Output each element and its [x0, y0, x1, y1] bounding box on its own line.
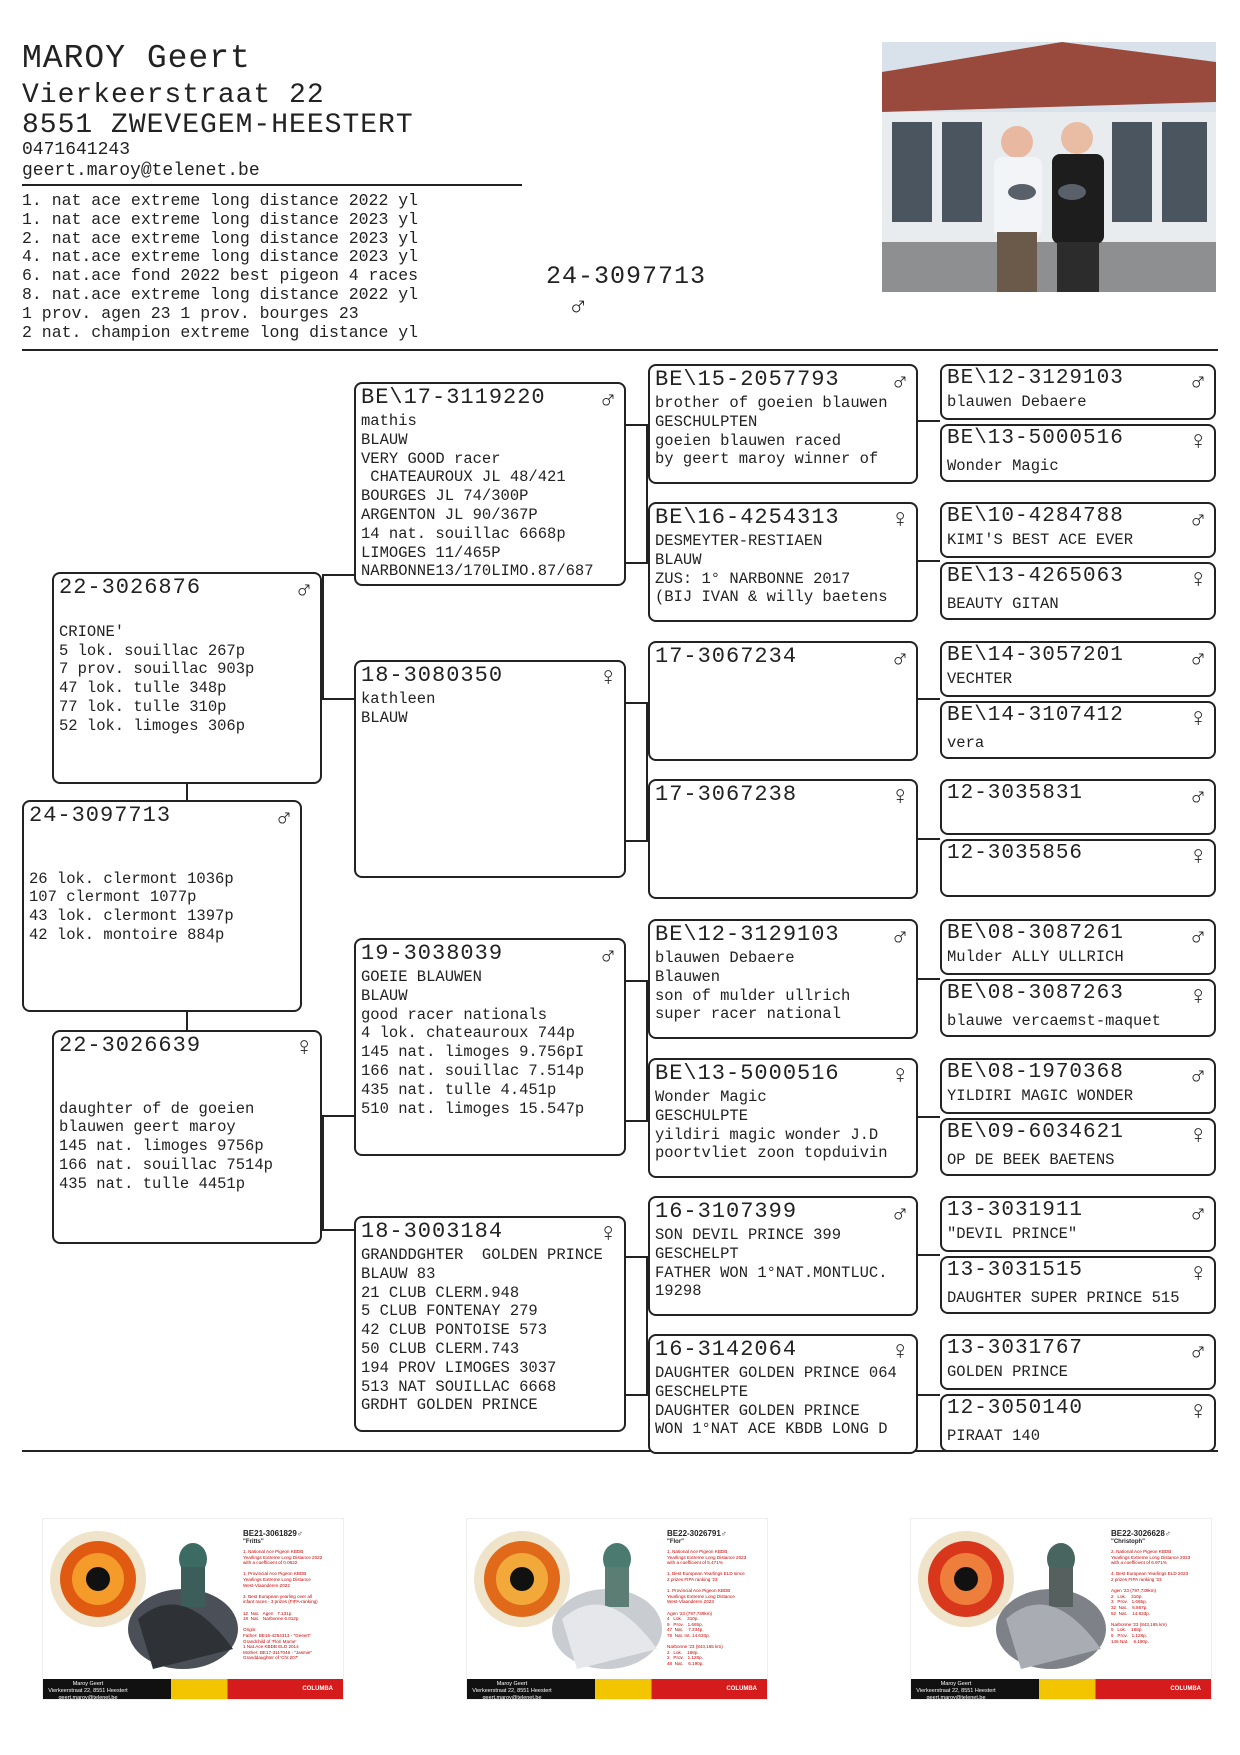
- pigeon-info: BEAUTY GITAN: [947, 595, 1059, 613]
- ring-number: 13-3031911: [947, 1199, 1084, 1222]
- pedigree-box-gggp-14: [940, 1256, 1216, 1314]
- connector: [626, 1120, 648, 1122]
- pedigree-box-gggp-16: [940, 1394, 1216, 1452]
- pigeon-info: Mulder ALLY ULLRICH: [947, 948, 1124, 966]
- sex-icon: ♀: [1190, 1397, 1206, 1427]
- pedigree-box-sire: [52, 572, 322, 784]
- eye-and-pigeon-illustration: [467, 1519, 667, 1679]
- pigeon-info: mathis BLAUW VERY GOOD racer CHATEAUROUX JL 48/421 BOURGES JL 74/300P ARGENTON JL 90/367P 14 nat. souillac 6668p LIMOGES 11/465P NARBONNE13/170LIMO.87/687: [361, 412, 594, 581]
- pigeon-info: CRIONE' 5 lok. souillac 267p 7 prov. souillac 903p 47 lok. tulle 348p 77 lok. tulle 310p 52 lok. limoges 306p: [59, 622, 255, 735]
- header-rule: [22, 184, 522, 186]
- connector: [916, 1254, 940, 1256]
- pedigree-box-gggp-10: [940, 979, 1216, 1037]
- connector: [916, 838, 940, 840]
- ad-card-1: [42, 1518, 344, 1708]
- pigeon-info: blauwen Debaere: [947, 393, 1087, 411]
- achievement-item: 6. nat.ace fond 2022 best pigeon 4 races: [22, 266, 419, 286]
- sex-icon: ♀: [600, 1219, 616, 1249]
- pedigree-box-ggp-8: [648, 1334, 918, 1454]
- pedigree-box-gggp-7: [940, 779, 1216, 835]
- ad-ring-number: BE21-3061829♂: [243, 1529, 303, 1538]
- sex-icon: ♂: [892, 644, 908, 674]
- ad-card-3: [910, 1518, 1212, 1708]
- pigeon-info: Wonder Magic GESCHULPTE yildiri magic wonder J.D poortvliet zoon topduivin: [655, 1088, 888, 1163]
- owner-city: 8551 ZWEVEGEM-HEESTERT: [22, 110, 414, 141]
- achievement-item: 4. nat.ace extreme long distance 2023 yl: [22, 247, 419, 267]
- pigeon-info: YILDIRI MAGIC WONDER: [947, 1087, 1134, 1105]
- pedigree-box-gggp-11: [940, 1058, 1216, 1114]
- pigeon-info: GRANDDGHTER GOLDEN PRINCE BLAUW 83 21 CLUB CLERM.948 5 CLUB FONTENAY 279 42 CLUB PONTOISE 573 50 CLUB CLERM.743 194 PROV LIMOGES 3037 513 NAT SOUILLAC 6668 GRDHT GOLDEN PRINCE: [361, 1246, 603, 1415]
- pedigree-box-grandsire-1: [354, 382, 626, 586]
- pigeon-info: GOEIE BLAUWEN BLAUW good racer nationals 4 lok. chateauroux 744p 145 nat. limoges 9.756pI 166 nat. souillac 7.514p 435 nat. tulle 4.451p 510 nat. limoges 15.547p: [361, 968, 585, 1118]
- ring-number: 22-3026876: [59, 575, 202, 600]
- ring-number: BE\13-5000516: [655, 1061, 840, 1086]
- eye-and-pigeon-illustration: [911, 1519, 1111, 1679]
- ring-number: BE\08-1970368: [947, 1061, 1124, 1084]
- sex-icon: ♂: [1190, 644, 1206, 674]
- sex-icon: ♀: [296, 1033, 312, 1063]
- connector: [322, 1229, 354, 1231]
- sex-icon: ♂: [1190, 922, 1206, 952]
- ring-number: BE\16-4254313: [655, 505, 840, 530]
- connector: [916, 420, 940, 422]
- owner-name: MAROY Geert: [22, 40, 251, 77]
- connector: [916, 1394, 940, 1396]
- ring-number: 17-3067234: [655, 644, 798, 669]
- pedigree-box-gggp-12: [940, 1118, 1216, 1176]
- achievement-item: 1 prov. agen 23 1 prov. bourges 23: [22, 303, 359, 323]
- ad-brand-logo: COLUMBA: [1001, 1679, 1211, 1699]
- connector: [626, 562, 648, 564]
- pedigree-box-gggp-9: [940, 919, 1216, 975]
- pedigree-box-ggp-5: [648, 919, 918, 1039]
- ad-achievements: 2. National Ace Pigeon KBDB Yearlings Extreme Long Distance 2023 with a coefficient of 6.971% 4. Best European Yearlings ELD 2023 2 prizes FIPA ranking '23 Agen '23 (797,739km) 2 Lok. 310p. 3 Prov. 1.665p. 32 Nat. 6.867p. 52 Nat. 14.633p. Narbonne '23 (843,165 km) 5 Lok. 168p. 9 Prov. 1.128p. 146 Nat. 6.190p.: [1111, 1549, 1191, 1644]
- ring-number: 13-3031767: [947, 1337, 1084, 1360]
- ring-number: 12-3035831: [947, 782, 1084, 805]
- sex-icon: ♀: [1190, 982, 1206, 1012]
- sex-icon: ♀: [1190, 1121, 1206, 1151]
- pedigree-box-subject: [22, 800, 302, 1012]
- pigeon-info: DAUGHTER SUPER PRINCE 515: [947, 1289, 1180, 1307]
- connector: [626, 702, 648, 704]
- connector: [186, 1012, 188, 1030]
- sex-icon: ♀: [892, 505, 908, 535]
- ad-pigeon-name: "Fritts": [243, 1539, 264, 1545]
- achievement-item: 8. nat.ace extreme long distance 2022 yl: [22, 284, 419, 304]
- pedigree-box-gggp-13: [940, 1196, 1216, 1252]
- sex-icon: ♂: [1190, 782, 1206, 812]
- pedigree-box-ggp-6: [648, 1058, 918, 1178]
- sex-icon: ♂: [276, 803, 292, 833]
- sex-icon: ♀: [892, 1337, 908, 1367]
- achievement-item: 1. nat ace extreme long distance 2022 yl: [22, 191, 419, 210]
- pigeon-info: vera: [947, 734, 985, 752]
- connector: [938, 420, 940, 422]
- sex-icon: ♂: [892, 922, 908, 952]
- ring-number: 17-3067238: [655, 782, 798, 807]
- pedigree-top-rule: [22, 349, 1218, 351]
- pedigree-box-ggp-4: [648, 779, 918, 899]
- pedigree-box-gggp-1: [940, 364, 1216, 420]
- connector: [916, 978, 940, 980]
- pedigree-box-gggp-15: [940, 1334, 1216, 1390]
- subject-ring: 24-3097713: [546, 262, 707, 291]
- ring-number: BE\08-3087263: [947, 982, 1124, 1005]
- ring-number: 19-3038039: [361, 941, 504, 966]
- pigeon-info: GOLDEN PRINCE: [947, 1363, 1068, 1381]
- ad-brand-logo: COLUMBA: [133, 1679, 343, 1699]
- pigeon-info: SON DEVIL PRINCE 399 GESCHELPT FATHER WON 1°NAT.MONTLUC. 19298: [655, 1226, 888, 1301]
- ring-number: BE\12-3129103: [655, 922, 840, 947]
- ring-number: 18-3080350: [361, 663, 504, 688]
- pedigree-box-gggp-5: [940, 641, 1216, 697]
- ring-number: 22-3026639: [59, 1033, 202, 1058]
- owner-email: geert.maroy@telenet.be: [22, 161, 260, 181]
- connector: [916, 1116, 940, 1118]
- pedigree-box-ggp-1: [648, 364, 918, 484]
- sex-icon: ♀: [1190, 842, 1206, 872]
- ring-number: 12-3035856: [947, 842, 1084, 865]
- sex-icon: ♀: [892, 1061, 908, 1091]
- owner-phone: 0471641243: [22, 140, 131, 160]
- ring-number: BE\14-3057201: [947, 644, 1124, 667]
- ad-card-2: [466, 1518, 768, 1708]
- pedigree-box-gggp-6: [940, 701, 1216, 759]
- sex-icon: ♂: [1190, 1199, 1206, 1229]
- pigeon-info: daughter of de goeien blauwen geert maroy 145 nat. limoges 9756p 166 nat. souillac 7514p 435 nat. tulle 4451p: [59, 1099, 273, 1193]
- ad-ring-number: BE22-3026628♂: [1111, 1529, 1171, 1538]
- pigeon-info: KIMI'S BEST ACE EVER: [947, 531, 1134, 549]
- pedigree-box-ggp-7: [648, 1196, 918, 1316]
- ring-number: BE\13-5000516: [947, 427, 1124, 450]
- sex-icon: ♂: [600, 941, 616, 971]
- ad-pigeon-name: "Flor": [667, 1539, 685, 1545]
- connector: [626, 840, 648, 842]
- connector: [322, 1115, 324, 1231]
- pedigree-box-gggp-4: [940, 562, 1216, 620]
- sex-icon: ♂: [892, 1199, 908, 1229]
- ring-number: BE\08-3087261: [947, 922, 1124, 945]
- pedigree-box-gggp-2: [940, 424, 1216, 482]
- connector: [916, 560, 940, 562]
- sex-icon: ♂: [600, 385, 616, 415]
- ring-number: BE\10-4284788: [947, 505, 1124, 528]
- sex-icon: ♂: [892, 367, 908, 397]
- sex-icon: ♀: [1190, 1259, 1206, 1289]
- sex-icon: ♂: [1190, 1337, 1206, 1367]
- sex-icon: ♂: [1190, 1061, 1206, 1091]
- ad-footer-owner: Maroy Geert Vierkeerstraat 22, 8551 Heestert geert.maroy@telenet.be +32 (0) 471641243: [43, 1679, 133, 1699]
- connector: [322, 698, 354, 700]
- sex-icon: ♂: [296, 575, 312, 605]
- connector: [322, 574, 354, 576]
- ring-number: BE\14-3107412: [947, 704, 1124, 727]
- ad-footer-owner: Maroy Geert Vierkeerstraat 22, 8551 Heestert geert.maroy@telenet.be +32 (0) 471641243: [911, 1679, 1001, 1699]
- pigeon-info: kathleen BLAUW: [361, 690, 436, 727]
- ad-pigeon-name: "Christoph": [1111, 1539, 1146, 1545]
- pigeon-info: Wonder Magic: [947, 457, 1059, 475]
- achievement-item: 1. nat ace extreme long distance 2023 yl: [22, 209, 419, 229]
- pigeon-info: DESMEYTER-RESTIAEN BLAUW ZUS: 1° NARBONNE 2017 (BIJ IVAN & willy baetens: [655, 532, 888, 607]
- ring-number: 16-3107399: [655, 1199, 798, 1224]
- sex-icon: ♀: [1190, 704, 1206, 734]
- owner-street: Vierkeerstraat 22: [22, 80, 325, 111]
- ad-achievements: 1. National Ace Pigeon KBDB Yearlings Extreme Long Distance 2023 with a coefficient of 5.471% 1. Best European Yearlings ELD since 2 prizes FIPA ranking '23 1. Provincial Ace Pigeon KBDB Yearlings Extreme Long Distance West-Vlaanderen 2023 Agen '23 (797,739km) 4 Lok. 310p. 9 Prov. 1.665p. 47 Nat. 7.334p. 78 Nat. Int. 14.633p. Narbonne '23 (843,165 km) 2 Lok. 168p. 2 Prov. 1.128p. 48 Nat. 6.190p.: [667, 1549, 747, 1666]
- pigeon-info: VECHTER: [947, 670, 1013, 688]
- connector: [626, 1394, 648, 1396]
- pedigree-box-grandsire-2: [354, 938, 626, 1156]
- connector: [322, 1115, 354, 1117]
- achievements-list: [22, 192, 418, 342]
- pedigree-box-gggp-8: [940, 839, 1216, 897]
- pigeon-info: brother of goeien blauwen GESCHULPTEN goeien blauwen raced by geert maroy winner of: [655, 394, 888, 469]
- subject-sex-icon: ♂: [570, 292, 587, 323]
- connector: [186, 784, 188, 800]
- ad-footer-owner: Maroy Geert Vierkeerstraat 22, 8551 Heestert geert.maroy@telenet.be +32 (0) 471641243: [467, 1679, 557, 1699]
- pedigree-box-ggp-3: [648, 641, 918, 761]
- ring-number: BE\17-3119220: [361, 385, 546, 410]
- pigeon-info: blauwen Debaere Blauwen son of mulder ullrich super racer national: [655, 949, 851, 1024]
- ring-number: BE\13-4265063: [947, 565, 1124, 588]
- connector: [322, 574, 324, 700]
- pigeon-info: blauwe vercaemst-maquet: [947, 1012, 1161, 1030]
- sex-icon: ♂: [1190, 505, 1206, 535]
- achievement-item: 2 nat. champion extreme long distance yl: [22, 322, 419, 342]
- pigeon-info: 26 lok. clermont 1036p 107 clermont 1077p 43 lok. clermont 1397p 42 lok. montoire 884p: [29, 869, 234, 944]
- ring-number: BE\15-2057793: [655, 367, 840, 392]
- pigeon-info: PIRAAT 140: [947, 1427, 1041, 1445]
- ad-ring-number: BE22-3026791♂: [667, 1529, 727, 1538]
- connector: [626, 1256, 648, 1258]
- ad-achievements: 1. National Ace Pigeon KBDB Yearlings Extreme Long Distance 2022 with a coefficient of 0.0622 1. Provincial Ace Pigeon KBDB Yearlings Extreme Long Distance West-Vlaanderen 2022 3. Best European yearling over all infant races - 3 prizes (FIPA-ranking) 12 Nat. Agen 7.131p 18 Nat. Narbonne 6.012p Origin: Father: BE16-4254313 - "Geeert" Grandchild of 'Flori Mame' 1 Nat.Ace KBDB ELD 2014 Mother: BE17-3117046 - "Jasmie" Granddaughter of 'Chr.207': [243, 1549, 323, 1661]
- pedigree-box-gggp-3: [940, 502, 1216, 558]
- pedigree-box-ggp-2: [648, 502, 918, 622]
- pigeon-info: "DEVIL PRINCE": [947, 1225, 1078, 1243]
- ring-number: BE\09-6034621: [947, 1121, 1124, 1144]
- sex-icon: ♀: [1190, 565, 1206, 595]
- pedigree-box-granddam-1: [354, 660, 626, 878]
- ring-number: 16-3142064: [655, 1337, 798, 1362]
- sex-icon: ♀: [1190, 427, 1206, 457]
- eye-and-pigeon-illustration: [43, 1519, 243, 1679]
- pigeon-info: DAUGHTER GOLDEN PRINCE 064 GESCHELPTE DAUGHTER GOLDEN PRINCE WON 1°NAT ACE KBDB LONG D: [655, 1364, 897, 1439]
- pedigree-box-granddam-2: [354, 1216, 626, 1432]
- loft-photo: [882, 42, 1216, 292]
- ring-number: 24-3097713: [29, 803, 172, 828]
- ring-number: BE\12-3129103: [947, 367, 1124, 390]
- achievement-item: 2. nat ace extreme long distance 2023 yl: [22, 228, 419, 248]
- pigeon-info: OP DE BEEK BAETENS: [947, 1151, 1115, 1169]
- ring-number: 18-3003184: [361, 1219, 504, 1244]
- pedigree-box-dam: [52, 1030, 322, 1244]
- connector: [916, 698, 940, 700]
- connector: [626, 980, 648, 982]
- sex-icon: ♀: [892, 782, 908, 812]
- sex-icon: ♀: [600, 663, 616, 693]
- ring-number: 12-3050140: [947, 1397, 1084, 1420]
- ring-number: 13-3031515: [947, 1259, 1084, 1282]
- ad-brand-logo: COLUMBA: [557, 1679, 767, 1699]
- connector: [626, 424, 648, 426]
- sex-icon: ♂: [1190, 367, 1206, 397]
